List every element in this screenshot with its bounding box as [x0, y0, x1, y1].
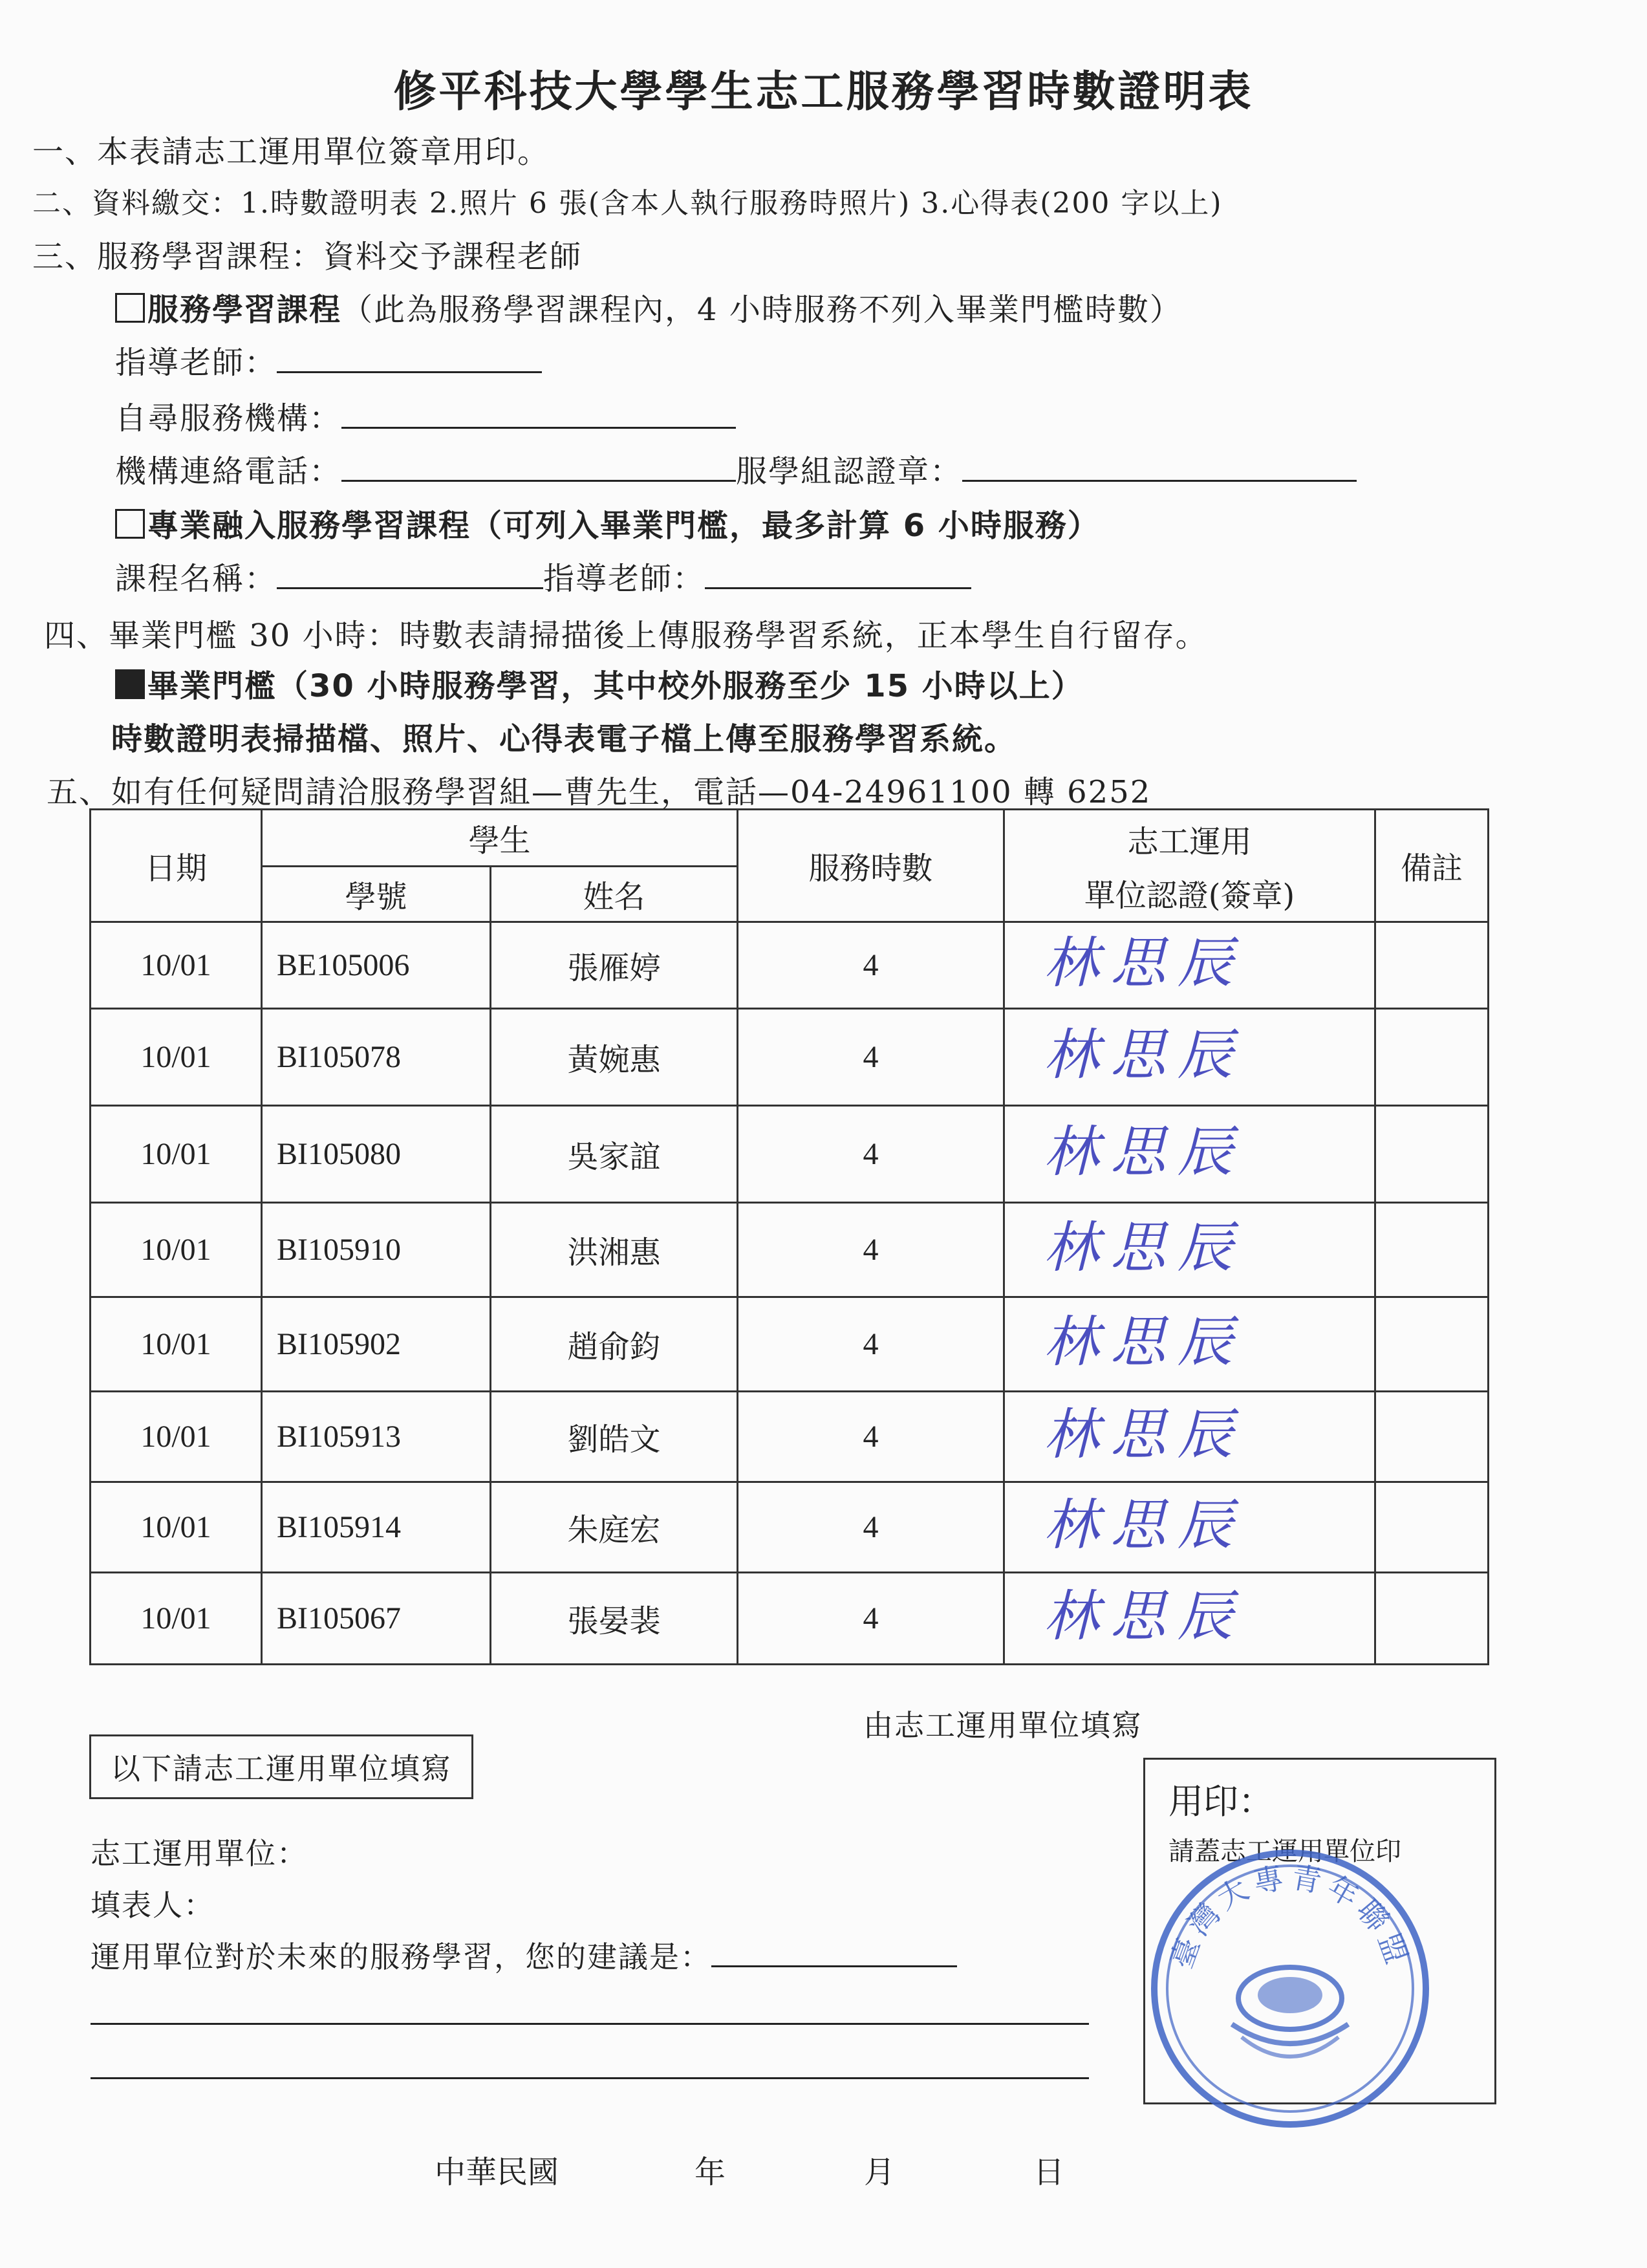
header-student-id: 學號 [262, 867, 491, 922]
row-hours: 4 [738, 1009, 1004, 1106]
svg-text:臺灣大專青年聯盟 [1164, 1859, 1416, 1973]
signature-text: 林思辰 [1043, 931, 1245, 996]
signature-text: 林思辰 [1043, 1216, 1245, 1280]
row-remark [1375, 1009, 1489, 1106]
signature-text: 林思辰 [1043, 1584, 1245, 1649]
org-label: 自尋服務機構： [115, 400, 342, 437]
row-name: 趙俞鈞 [491, 1297, 738, 1392]
rule-3: 三、服務學習課程：資料交予課程老師 [32, 239, 583, 275]
row-signature [1004, 1203, 1375, 1297]
table-row [91, 922, 1489, 1009]
date-era: 中華民國 [435, 2154, 559, 2190]
org-field[interactable] [341, 398, 736, 429]
row-signature [1004, 1392, 1375, 1482]
row-student-id: BI105913 [262, 1392, 491, 1482]
row-hours: 4 [738, 1482, 1004, 1573]
org-unit-row [91, 1830, 308, 1873]
table-row [91, 1297, 1489, 1392]
row-remark [1375, 922, 1489, 1009]
advisor-field[interactable] [277, 343, 542, 373]
date-day: 日 [1033, 2154, 1065, 2190]
rule-1: 一、本表請志工運用單位簽章用印。 [32, 134, 550, 170]
signature-text: 林思辰 [1043, 1023, 1245, 1088]
row-name: 吳家誼 [491, 1106, 738, 1203]
option-1-note: （此為服務學習課程內，4 小時服務不列入畢業門檻時數） [341, 292, 1182, 328]
row-signature [1004, 1106, 1375, 1203]
row-student-id: BI105067 [262, 1573, 491, 1665]
row-student-id: BE105006 [262, 922, 491, 1009]
advisor2-field[interactable] [705, 559, 971, 589]
option-1-label: 服務學習課程 [147, 292, 342, 328]
checkbox-graduation[interactable] [115, 669, 145, 699]
row-hours: 4 [738, 1573, 1004, 1665]
row-date: 10/01 [91, 1297, 262, 1392]
signature-text: 林思辰 [1043, 1120, 1245, 1185]
upload-note: 時數證明表掃描檔、照片、心得表電子檔上傳至服務學習系統。 [111, 721, 1017, 757]
rule-2: 二、資料繳交：1.時數證明表 2.照片 6 張(含本人執行服務時照片) 3.心得表(200 字以上) [32, 187, 1223, 220]
row-signature [1004, 1573, 1375, 1665]
filler-label: 填表人： [91, 1888, 215, 1923]
row-hours: 4 [738, 1203, 1004, 1297]
header-org-line1: 志工運用 [1127, 823, 1252, 860]
checkbox-service-learning[interactable] [115, 293, 145, 323]
table-row [91, 1106, 1489, 1203]
table-row [91, 1203, 1489, 1297]
filled-by-note: 由志工運用單位填寫 [863, 1708, 1143, 1743]
option-2-note: （可列入畢業門檻，最多計算 6 小時服務） [471, 508, 1100, 544]
row-date: 10/01 [91, 922, 262, 1009]
suggestion-row [91, 1934, 957, 1976]
signature-text: 林思辰 [1043, 1310, 1245, 1375]
phone-row [115, 446, 1357, 491]
table-row [91, 1009, 1489, 1106]
table-row [91, 1392, 1489, 1482]
filler-row [91, 1882, 215, 1925]
header-org-line2: 單位認證(簽章) [1084, 877, 1295, 914]
course-label: 課程名稱： [115, 561, 277, 597]
row-date: 10/01 [91, 1392, 262, 1482]
row-signature [1004, 1009, 1375, 1106]
seal-title: 用印： [1168, 1781, 1273, 1822]
below-fill-box: 以下請志工運用單位填寫 [89, 1734, 473, 1799]
org-unit-label: 志工運用單位： [91, 1836, 308, 1871]
date-year: 年 [694, 2154, 726, 2190]
option-2-label: 專業融入服務學習課程 [147, 508, 471, 544]
row-student-id: BI105910 [262, 1203, 491, 1297]
row-remark [1375, 1297, 1489, 1392]
header-student: 學生 [262, 810, 738, 867]
organization-stamp [1138, 1837, 1442, 2141]
row-student-id: BI105914 [262, 1482, 491, 1573]
row-name: 張晏裴 [491, 1573, 738, 1665]
option-service-learning-course [115, 285, 1182, 329]
stamp-field[interactable] [962, 451, 1357, 482]
hours-table [89, 808, 1489, 1665]
row-signature [1004, 1482, 1375, 1573]
row-name: 張雁婷 [491, 922, 738, 1009]
row-remark [1375, 1203, 1489, 1297]
signature-text: 林思辰 [1043, 1493, 1245, 1558]
suggestion-field-2[interactable] [91, 2023, 1089, 2025]
form-title: 修平科技大學學生志工服務學習時數證明表 [393, 67, 1254, 116]
header-remark: 備註 [1375, 810, 1489, 922]
option-3-note: （30 小時服務學習，其中校外服務至少 15 小時以上） [277, 668, 1084, 704]
date-month: 月 [864, 2154, 896, 2190]
suggestion-field-1[interactable] [711, 1937, 957, 1967]
table-body [91, 922, 1489, 1665]
header-hours: 服務時數 [738, 810, 1004, 922]
row-remark [1375, 1392, 1489, 1482]
row-name: 黃婉惠 [491, 1009, 738, 1106]
stamp-text: 臺灣大專青年聯盟 [1163, 1859, 1417, 1973]
row-name: 朱庭宏 [491, 1482, 738, 1573]
row-date: 10/01 [91, 1106, 262, 1203]
course-field[interactable] [277, 559, 543, 589]
row-signature [1004, 922, 1375, 1009]
rule-4: 四、畢業門檻 30 小時：時數表請掃描後上傳服務學習系統，正本學生自行留存。 [44, 618, 1208, 654]
checkbox-professional[interactable] [115, 509, 145, 539]
row-signature [1004, 1297, 1375, 1392]
row-student-id: BI105902 [262, 1297, 491, 1392]
row-remark [1375, 1482, 1489, 1573]
row-hours: 4 [738, 922, 1004, 1009]
row-date: 10/01 [91, 1573, 262, 1665]
stamp-label: 服學組認證章： [736, 453, 963, 490]
table-row [91, 1573, 1489, 1665]
row-date: 10/01 [91, 1482, 262, 1573]
row-hours: 4 [738, 1106, 1004, 1203]
row-name: 洪湘惠 [491, 1203, 738, 1297]
row-student-id: BI105080 [262, 1106, 491, 1203]
suggestion-label: 運用單位對於未來的服務學習，您的建議是： [91, 1939, 711, 1974]
row-name: 劉皓文 [491, 1392, 738, 1482]
row-student-id: BI105078 [262, 1009, 491, 1106]
option-professional-course [115, 501, 1100, 545]
course-row [115, 554, 971, 598]
rule-5: 五、如有任何疑問請洽服務學習組—曹先生，電話—04-24961100 轉 6252 [47, 774, 1152, 810]
header-date: 日期 [91, 810, 262, 922]
org-row [115, 393, 736, 438]
row-hours: 4 [738, 1392, 1004, 1482]
signature-text: 林思辰 [1043, 1403, 1245, 1467]
phone-label: 機構連絡電話： [115, 453, 342, 490]
header-name: 姓名 [491, 867, 738, 922]
row-date: 10/01 [91, 1203, 262, 1297]
row-date: 10/01 [91, 1009, 262, 1106]
header-org-cert [1004, 810, 1375, 922]
option-3-label: 畢業門檻 [147, 668, 277, 704]
advisor2-label: 指導老師： [543, 561, 705, 597]
advisor-label: 指導老師： [115, 345, 277, 381]
phone-field[interactable] [341, 451, 736, 482]
suggestion-field-3[interactable] [91, 2077, 1089, 2079]
table-row [91, 1482, 1489, 1573]
row-hours: 4 [738, 1297, 1004, 1392]
row-remark [1375, 1106, 1489, 1203]
row-remark [1375, 1573, 1489, 1665]
option-graduation [115, 661, 1084, 706]
seal-note: 請蓋志工運用單位印 [1168, 1837, 1401, 1866]
advisor-row [115, 338, 542, 382]
